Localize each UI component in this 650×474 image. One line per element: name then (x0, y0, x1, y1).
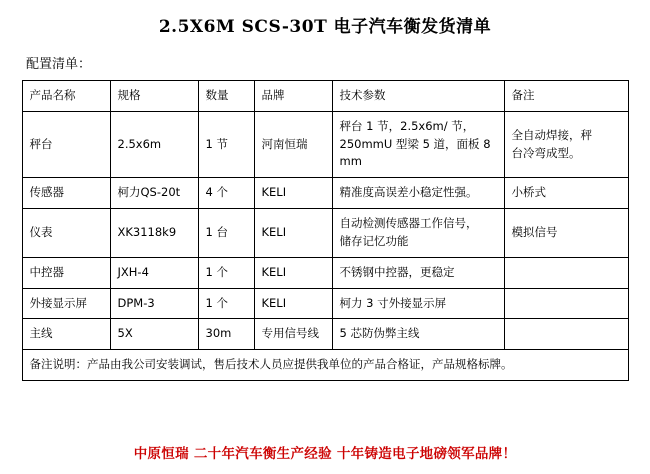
cell-product-name: 秤台 (22, 111, 110, 177)
table-note-row (22, 350, 628, 381)
table-row (22, 178, 628, 209)
cell-remark-line: 全自动焊接，秤 (511, 127, 592, 142)
table-row (22, 111, 628, 177)
cell-remark: 模拟信号 (504, 209, 628, 258)
cell-params (332, 111, 504, 177)
cell-spec: 5X (110, 319, 198, 350)
cell-qty: 1 节 (198, 111, 254, 177)
cell-qty: 4 个 (198, 178, 254, 209)
cell-qty: 30m (198, 319, 254, 350)
table-row (22, 288, 628, 319)
cell-remark (504, 111, 628, 177)
cell-remark (504, 257, 628, 288)
cell-remark (504, 288, 628, 319)
cell-qty: 1 个 (198, 288, 254, 319)
specification-table (22, 80, 629, 381)
column-header-params: 技术参数 (332, 81, 504, 112)
cell-product-name: 主线 (22, 319, 110, 350)
cell-note: 备注说明：产品由我公司安装调试，售后技术人员应提供我单位的产品合格证，产品规格标牌。 (22, 350, 628, 381)
table-header-row (22, 81, 628, 112)
table-row (22, 319, 628, 350)
cell-brand: KELI (254, 209, 332, 258)
cell-product-name: 中控器 (22, 257, 110, 288)
cell-spec: JXH-4 (110, 257, 198, 288)
cell-brand: 专用信号线 (254, 319, 332, 350)
footer-slogan: 中原恒瑞 二十年汽车衡生产经验 十年铸造电子地磅领军品牌！ (133, 446, 517, 462)
cell-qty: 1 个 (198, 257, 254, 288)
cell-remark (504, 319, 628, 350)
cell-params: 柯力 3 寸外接显示屏 (332, 288, 504, 319)
cell-params-line: 秤台 1 节，2.5x6m/ 节， (339, 118, 475, 133)
config-list-label: 配置清单： (26, 57, 92, 72)
cell-params-line: 储存记忆功能 (339, 233, 409, 248)
column-header-name: 产品名称 (22, 81, 110, 112)
cell-params: 精准度高误差小稳定性强。 (332, 178, 504, 209)
column-header-spec: 规格 (110, 81, 198, 112)
cell-qty: 1 台 (198, 209, 254, 258)
table-row (22, 257, 628, 288)
cell-product-name: 仪表 (22, 209, 110, 258)
cell-spec: XK3118k9 (110, 209, 198, 258)
cell-brand: KELI (254, 178, 332, 209)
page-title: 2.5X6M SCS-30T 电子汽车衡发货清单 (158, 17, 492, 37)
table-row (22, 209, 628, 258)
cell-spec: 柯力QS-20t (110, 178, 198, 209)
cell-params (332, 209, 504, 258)
cell-params-line: 自动检测传感器工作信号， (339, 216, 478, 231)
cell-product-name: 外接显示屏 (22, 288, 110, 319)
cell-spec: 2.5x6m (110, 111, 198, 177)
cell-brand: 河南恒瑞 (254, 111, 332, 177)
cell-params: 不锈钢中控器，更稳定 (332, 257, 504, 288)
column-header-remark: 备注 (504, 81, 628, 112)
cell-product-name: 传感器 (22, 178, 110, 209)
cell-brand: KELI (254, 257, 332, 288)
cell-brand: KELI (254, 288, 332, 319)
cell-remark-line: 台冷弯成型。 (511, 145, 581, 160)
cell-params: 5 芯防伪弊主线 (332, 319, 504, 350)
column-header-brand: 品牌 (254, 81, 332, 112)
cell-spec: DPM-3 (110, 288, 198, 319)
cell-remark: 小桥式 (504, 178, 628, 209)
column-header-qty: 数量 (198, 81, 254, 112)
cell-params-line: 250mmU 型梁 5 道，面板 8mm (339, 136, 491, 169)
